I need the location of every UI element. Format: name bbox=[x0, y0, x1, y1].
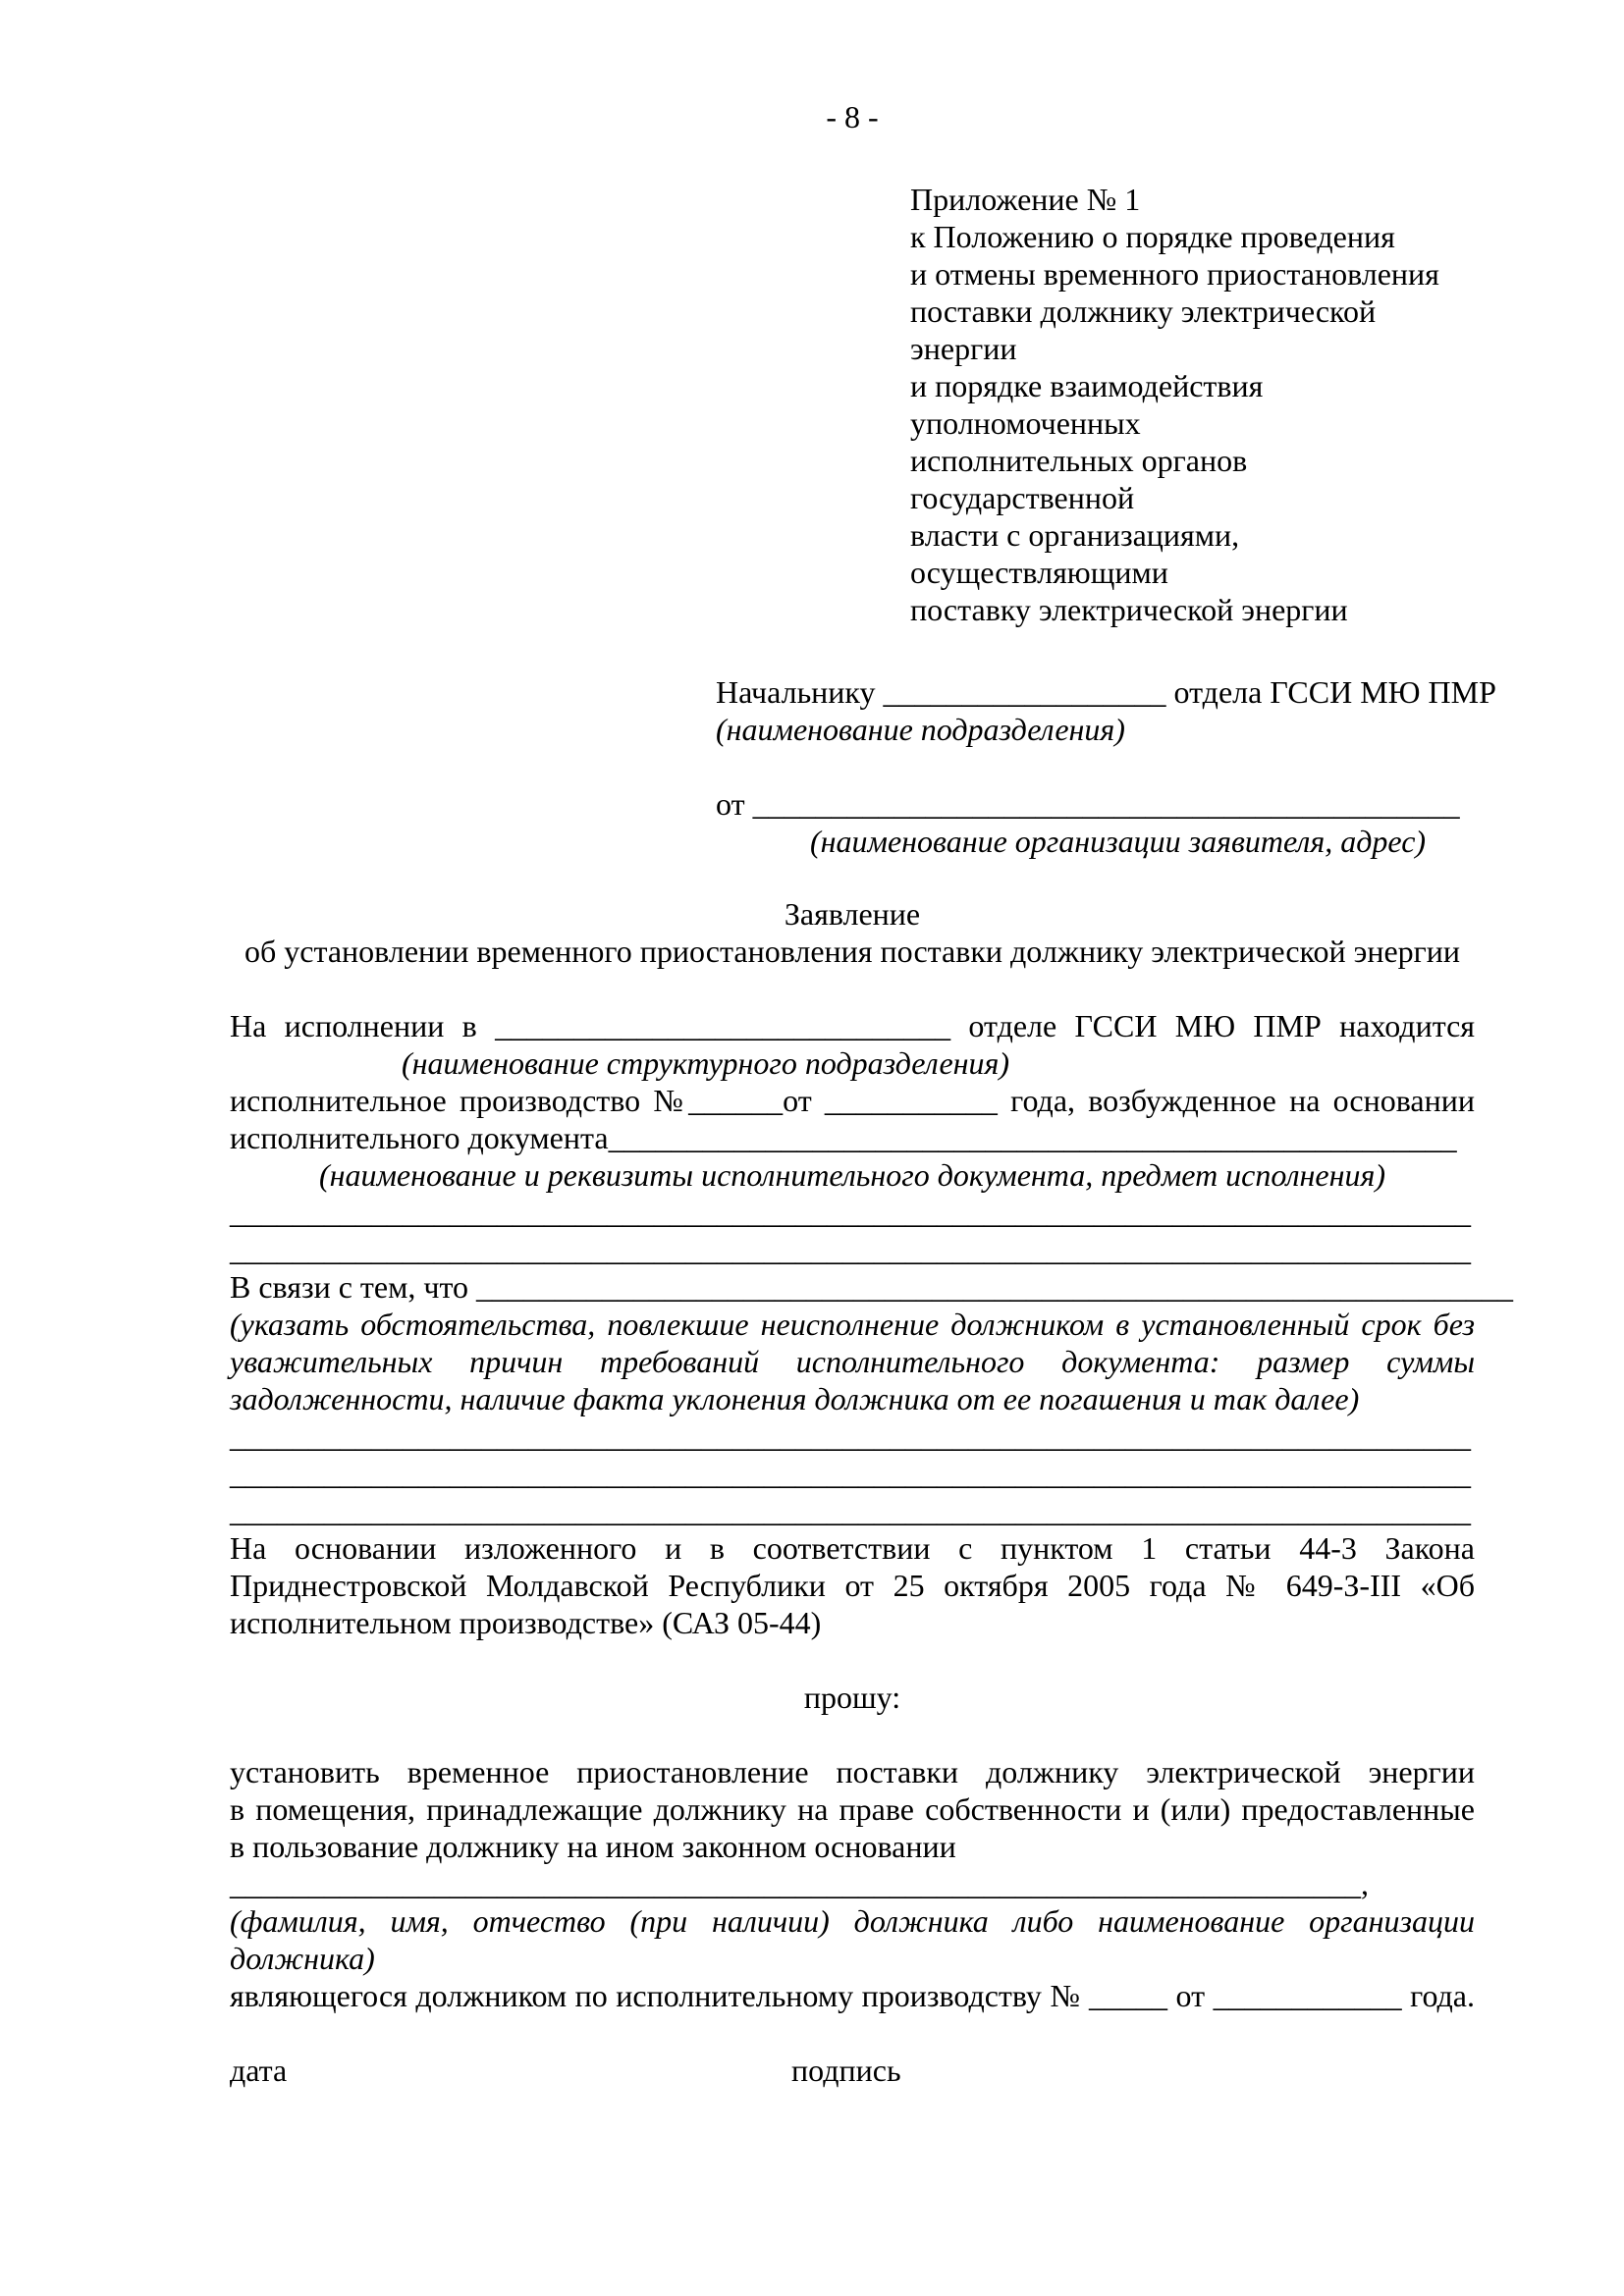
body-line-because: В связи с тем, что __________________________________________________________________ bbox=[230, 1269, 1514, 1305]
request-word: прошу: bbox=[803, 1680, 901, 1715]
application-title-block bbox=[230, 895, 1475, 970]
appendix-line: и отмены временного приостановления bbox=[910, 256, 1439, 292]
page-number: - 8 - bbox=[826, 99, 879, 134]
legal-basis-line: На основании изложенного и в соответствии с пунктом 1 статьи 44-3 Закона bbox=[230, 1530, 1475, 1566]
appendix-line: Приложение № 1 bbox=[910, 182, 1141, 217]
appendix-note bbox=[910, 181, 1475, 628]
appendix-line: исполнительных органов государственной bbox=[910, 443, 1248, 515]
fill-blank-line: _______________________________________________________________________________ bbox=[230, 1195, 1471, 1230]
fill-blank-line: _______________________________________________________________________________ bbox=[230, 1418, 1471, 1454]
application-body bbox=[230, 1007, 1514, 2014]
signature-label: подпись bbox=[791, 2053, 901, 2088]
from-caption: (наименование организации заявителя, адрес) bbox=[810, 824, 1427, 859]
appendix-line: поставку электрической энергии bbox=[910, 592, 1348, 627]
request-body-line: установить временное приостановление поставки должнику электрической энергии bbox=[230, 1754, 1475, 1789]
document-details-caption: (наименование и реквизиты исполнительного документа, предмет исполнения) bbox=[318, 1157, 1386, 1193]
body-line-document-blank: исполнительного документа______________________________________________________ bbox=[230, 1120, 1457, 1155]
document-content bbox=[230, 98, 1514, 2089]
signature-row bbox=[230, 2052, 1475, 2089]
appendix-line: и порядке взаимодействия уполномоченных bbox=[910, 368, 1264, 441]
request-body-line: в помещения, принадлежащие должнику на праве собственности и (или) предоставленные bbox=[230, 1791, 1475, 1827]
debtor-name-blank: ________________________________________________________________________, bbox=[230, 1866, 1369, 1901]
fill-blank-line: _______________________________________________________________________________ bbox=[230, 1232, 1471, 1267]
fill-blank-line: _______________________________________________________________________________ bbox=[230, 1456, 1471, 1491]
body-line-proceeding: исполнительное производство №______от ___________ года, возбужденное на основании bbox=[230, 1083, 1475, 1118]
chief-line: Начальнику __________________ отдела ГССИ МЮ ПМР bbox=[716, 674, 1496, 710]
debtor-caption: должника) bbox=[230, 1941, 375, 1976]
request-body-line: в пользование должнику на ином законном основании bbox=[230, 1829, 956, 1864]
legal-basis-line: исполнительном производстве» (САЗ 05-44) bbox=[230, 1605, 822, 1640]
body-line-execution: На исполнении в _____________________________ отделе ГССИ МЮ ПМР находится bbox=[230, 1008, 1475, 1043]
circumstances-caption: уважительных причин требований исполнительного документа: размер суммы bbox=[230, 1344, 1475, 1379]
debtor-proceeding-line: являющегося должником по исполнительному производству № _____ от ____________ года. bbox=[230, 1978, 1475, 2013]
fill-blank-line: _______________________________________________________________________________ bbox=[230, 1493, 1471, 1528]
application-title: Заявление bbox=[784, 896, 921, 932]
circumstances-caption: задолженности, наличие факта уклонения должника от ее погашения и так далее) bbox=[230, 1381, 1360, 1416]
addressee-block bbox=[716, 673, 1496, 860]
circumstances-caption: (указать обстоятельства, повлекшие неисполнение должником в установленный срок без bbox=[230, 1307, 1475, 1342]
from-line: от _____________________________________________ bbox=[716, 786, 1460, 822]
appendix-line: власти с организациями, осуществляющими bbox=[910, 517, 1240, 590]
legal-basis-line: Приднестровской Молдавской Республики от 25 октября 2005 года № 649-З-III «Об bbox=[230, 1568, 1475, 1603]
appendix-line: к Положению о порядке проведения bbox=[910, 219, 1395, 254]
appendix-line: поставки должнику электрической энергии bbox=[910, 294, 1377, 366]
chief-caption: (наименование подразделения) bbox=[716, 712, 1125, 747]
debtor-caption: (фамилия, имя, отчество (при наличии) должника либо наименование организации bbox=[230, 1903, 1475, 1939]
application-subtitle: об установлении временного приостановления поставки должнику электрической энергии bbox=[244, 934, 1461, 969]
date-label: дата bbox=[230, 2053, 288, 2088]
structural-unit-caption: (наименование структурного подразделения) bbox=[402, 1045, 1010, 1081]
